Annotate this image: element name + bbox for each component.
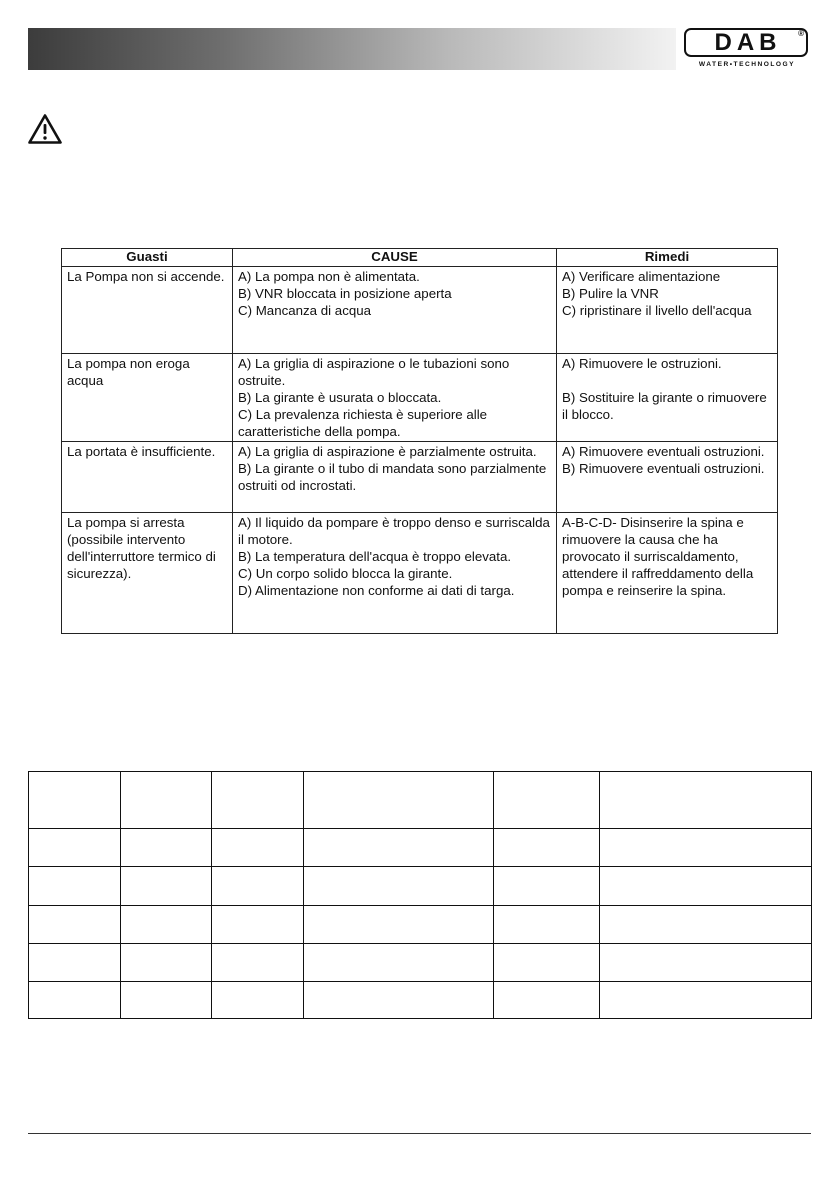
cause-item: D) Alimentazione non conforme ai dati di targa. (238, 583, 515, 598)
cause-item: A) Il liquido da pompare è troppo denso e surriscalda il motore. (238, 515, 550, 547)
remedy-item: B) Rimuovere eventuali ostruzioni. (562, 461, 765, 476)
cause-item: B) La temperatura dell'acqua è troppo elevata. (238, 549, 512, 564)
grid-cell (494, 905, 600, 943)
remedies-cell (557, 354, 778, 442)
remedy-item: B) Sostituire la girante o rimuovere il blocco. (562, 390, 767, 422)
warning-triangle-icon (27, 113, 63, 145)
grid-cell (121, 981, 212, 1018)
grid-cell (494, 772, 600, 829)
cause-item: A) La griglia di aspirazione è parzialmente ostruita. (238, 444, 537, 459)
grid-cell (304, 772, 494, 829)
grid-cell (600, 867, 812, 905)
logo-subtitle: WATER•TECHNOLOGY (698, 61, 796, 68)
grid-cell (29, 905, 121, 943)
empty-maintenance-grid (28, 771, 812, 1019)
grid-row (29, 981, 812, 1018)
grid-cell (121, 943, 212, 981)
grid-cell (600, 981, 812, 1018)
remedy-item: B) Pulire la VNR (562, 286, 659, 301)
header-bar (28, 28, 676, 70)
cause-item: B) La girante è usurata o bloccata. (238, 390, 442, 405)
troubleshooting-table (61, 248, 778, 634)
remedy-item: C) ripristinare il livello dell'acqua (562, 303, 752, 318)
remedies-cell (557, 442, 778, 513)
cause-item: B) La girante o il tubo di mandata sono parzialmente ostruiti od incrostati. (238, 461, 547, 493)
dab-logo (684, 28, 810, 73)
grid-cell (304, 867, 494, 905)
grid-cell (304, 829, 494, 867)
remedy-item: A) Verificare alimentazione (562, 269, 721, 284)
header-cause: CAUSE (233, 249, 557, 267)
causes-cell (233, 267, 557, 354)
grid-cell (304, 905, 494, 943)
remedy-item: A) Rimuovere le ostruzioni. (562, 356, 722, 371)
grid-row (29, 867, 812, 905)
grid-cell (494, 943, 600, 981)
table-row (62, 513, 778, 634)
grid-cell (600, 905, 812, 943)
table-row (62, 354, 778, 442)
grid-cell (304, 981, 494, 1018)
fault-cell: La portata è insufficiente. (62, 442, 233, 513)
cause-item: B) VNR bloccata in posizione aperta (238, 286, 452, 301)
fault-cell: La pompa non eroga acqua (62, 354, 233, 442)
table-row (62, 267, 778, 354)
grid-cell (29, 981, 121, 1018)
grid-cell (212, 943, 304, 981)
grid-cell (121, 905, 212, 943)
grid-cell (494, 981, 600, 1018)
fault-cell: La pompa si arresta (possibile intervento dell'interruttore termico di sicurezza). (62, 513, 233, 634)
grid-cell (212, 981, 304, 1018)
grid-cell (212, 772, 304, 829)
grid-cell (304, 943, 494, 981)
header-rimedi: Rimedi (557, 249, 778, 267)
header-guasti: Guasti (62, 249, 233, 267)
grid-cell (600, 772, 812, 829)
grid-row (29, 943, 812, 981)
grid-cell (212, 829, 304, 867)
cause-item: A) La pompa non è alimentata. (238, 269, 420, 284)
grid-row (29, 905, 812, 943)
grid-cell (600, 829, 812, 867)
grid-cell (494, 829, 600, 867)
grid-cell (121, 772, 212, 829)
causes-cell (233, 513, 557, 634)
grid-cell (29, 943, 121, 981)
grid-row (29, 772, 812, 829)
cause-item: C) Un corpo solido blocca la girante. (238, 566, 453, 581)
grid-cell (212, 905, 304, 943)
grid-cell (29, 772, 121, 829)
logo-registered-mark: ® (798, 29, 804, 38)
table-row (62, 442, 778, 513)
logo-box (684, 28, 808, 57)
grid-row (29, 829, 812, 867)
grid-cell (600, 943, 812, 981)
grid-cell (121, 829, 212, 867)
remedy-item: A) Rimuovere eventuali ostruzioni. (562, 444, 765, 459)
remedies-cell: A-B-C-D- Disinserire la spina e rimuovere la causa che ha provocato il surriscaldamento, attendere il raffreddamento della pompa e reinserire la spina. (557, 513, 778, 634)
cause-item: C) La prevalenza richiesta è superiore alle caratteristiche della pompa. (238, 407, 488, 439)
grid-cell (121, 867, 212, 905)
remedies-cell (557, 267, 778, 354)
logo-text: DAB (714, 28, 782, 56)
causes-cell (233, 442, 557, 513)
table-header-row (62, 249, 778, 267)
grid-cell (29, 867, 121, 905)
grid-cell (29, 829, 121, 867)
grid-cell (494, 867, 600, 905)
causes-cell (233, 354, 557, 442)
cause-item: C) Mancanza di acqua (238, 303, 372, 318)
cause-item: A) La griglia di aspirazione o le tubazioni sono ostruite. (238, 356, 510, 388)
grid-cell (212, 867, 304, 905)
fault-cell: La Pompa non si accende. (62, 267, 233, 354)
footer-divider (28, 1133, 811, 1134)
